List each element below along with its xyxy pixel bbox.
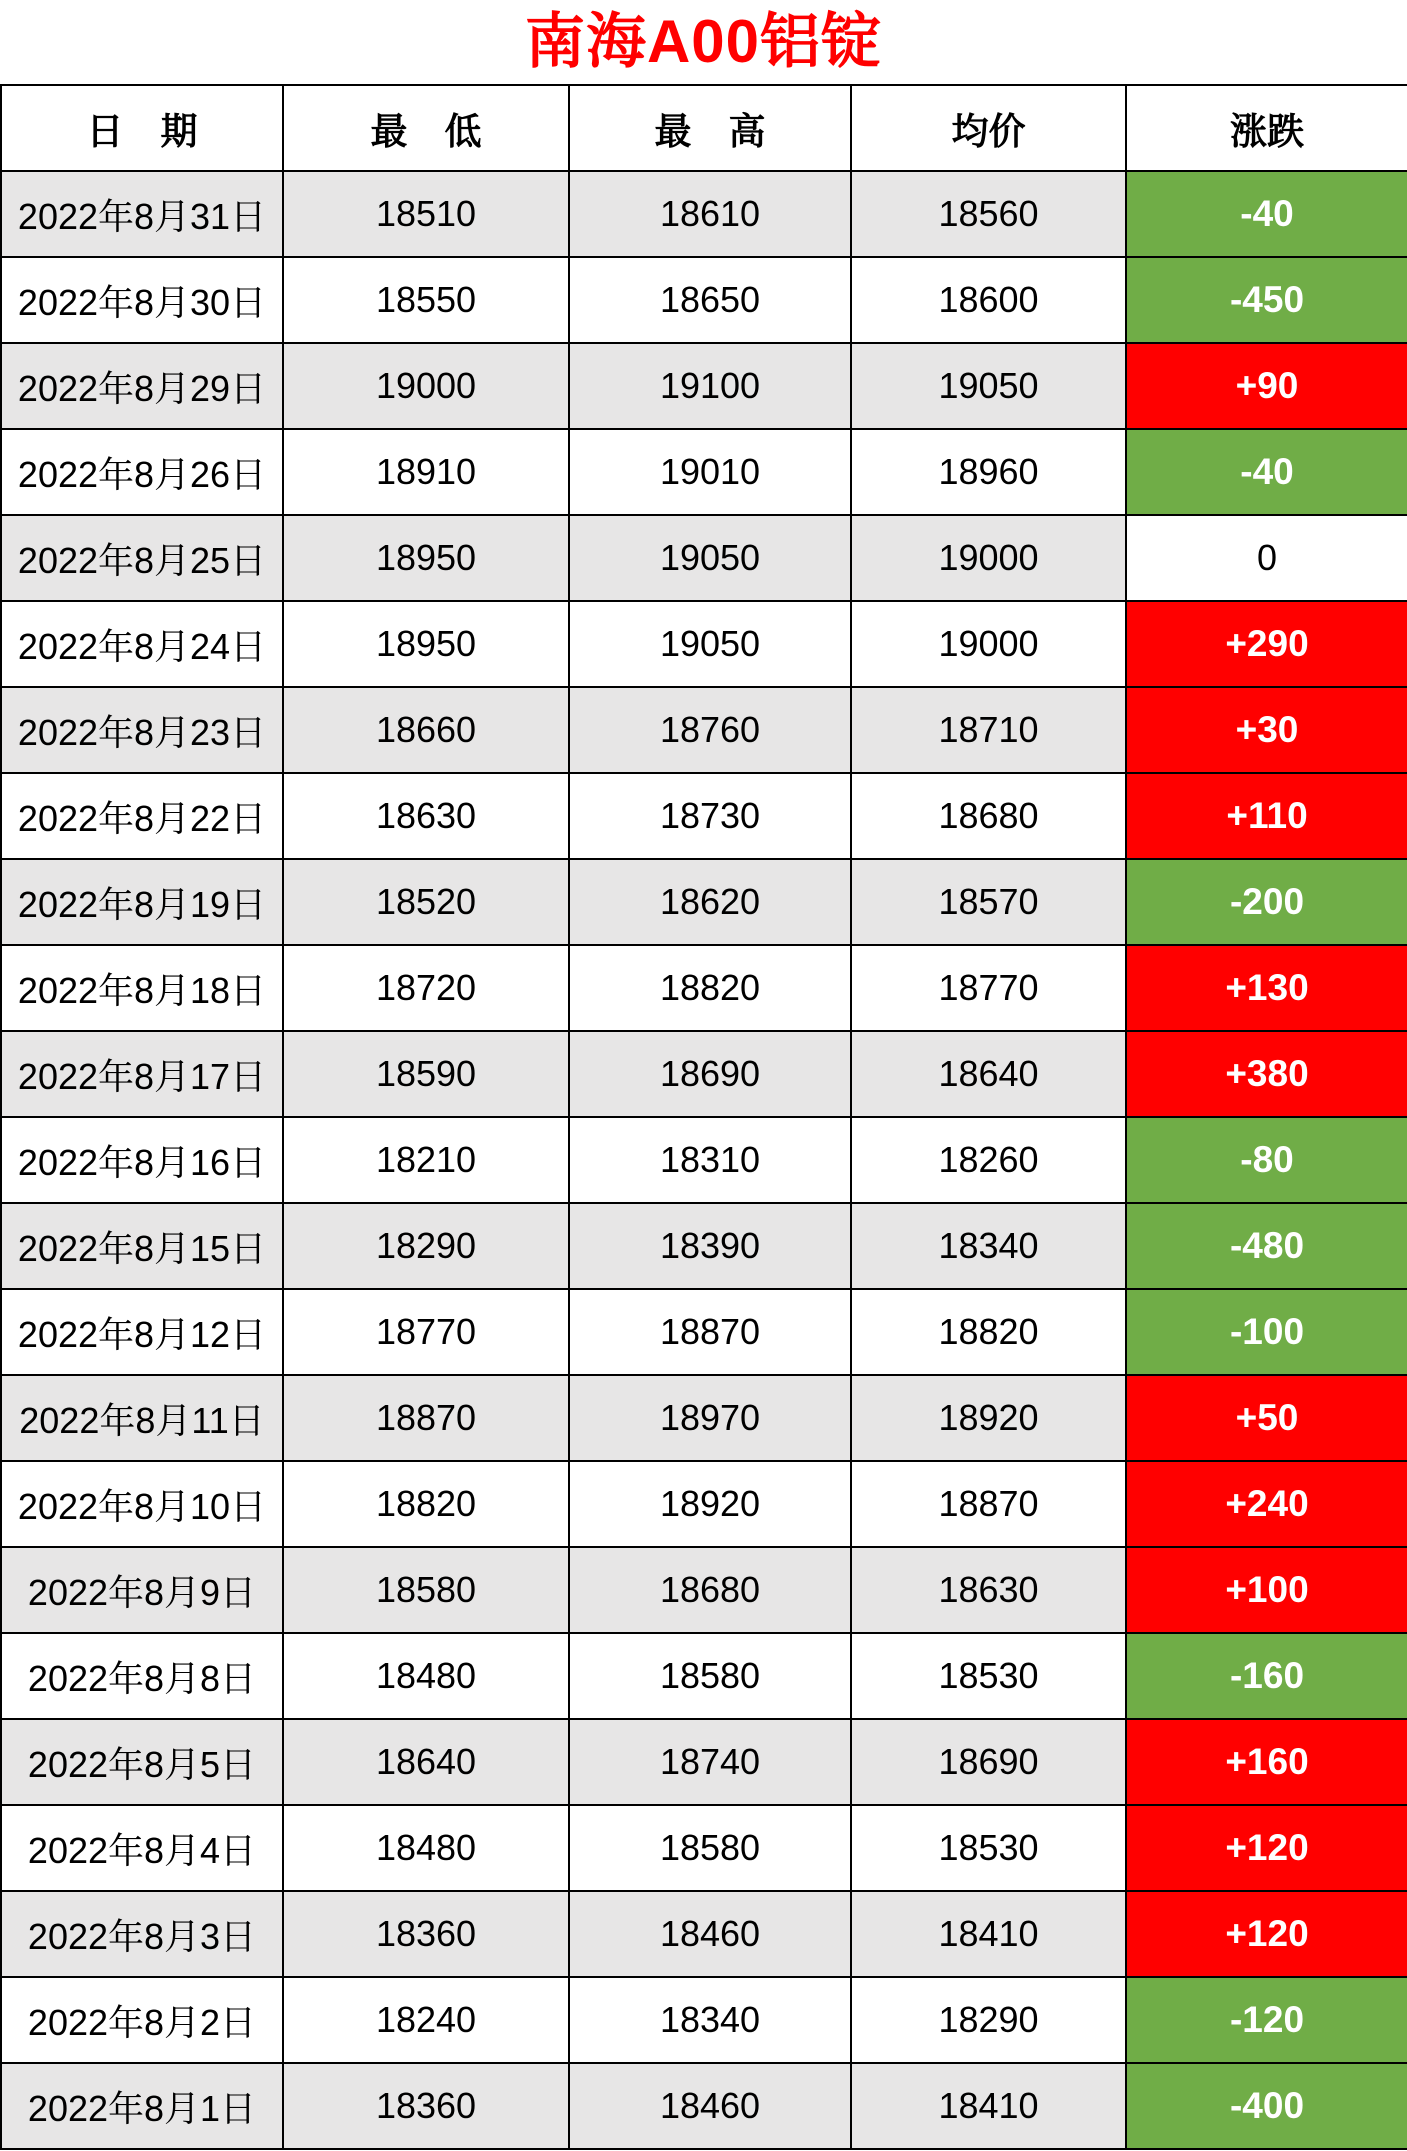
date-cell: 2022年8月19日 [1, 859, 283, 945]
title-band [0, 0, 1407, 84]
avg-cell: 18690 [851, 1719, 1126, 1805]
change-cell: +50 [1126, 1375, 1407, 1461]
table-row [1, 429, 1407, 515]
low-cell: 18360 [283, 2063, 569, 2149]
high-cell: 18580 [569, 1633, 851, 1719]
high-cell: 18610 [569, 171, 851, 257]
high-cell: 19010 [569, 429, 851, 515]
header-avg: 均价 [851, 85, 1126, 171]
avg-cell: 18960 [851, 429, 1126, 515]
table-row [1, 343, 1407, 429]
avg-cell: 18630 [851, 1547, 1126, 1633]
change-cell: -160 [1126, 1633, 1407, 1719]
low-cell: 18210 [283, 1117, 569, 1203]
table-row [1, 257, 1407, 343]
date-cell: 2022年8月29日 [1, 343, 283, 429]
table-row [1, 601, 1407, 687]
high-cell: 18920 [569, 1461, 851, 1547]
avg-cell: 19000 [851, 601, 1126, 687]
table-row [1, 1375, 1407, 1461]
change-cell: +240 [1126, 1461, 1407, 1547]
high-cell: 18690 [569, 1031, 851, 1117]
date-cell: 2022年8月31日 [1, 171, 283, 257]
high-cell: 18390 [569, 1203, 851, 1289]
table-row [1, 515, 1407, 601]
change-cell: +110 [1126, 773, 1407, 859]
date-cell: 2022年8月16日 [1, 1117, 283, 1203]
change-cell: -100 [1126, 1289, 1407, 1375]
avg-cell: 18260 [851, 1117, 1126, 1203]
low-cell: 19000 [283, 343, 569, 429]
low-cell: 18290 [283, 1203, 569, 1289]
table-row [1, 1633, 1407, 1719]
change-cell: -40 [1126, 429, 1407, 515]
low-cell: 18360 [283, 1891, 569, 1977]
table-row [1, 1203, 1407, 1289]
date-cell: 2022年8月3日 [1, 1891, 283, 1977]
change-cell: +90 [1126, 343, 1407, 429]
change-cell: +120 [1126, 1805, 1407, 1891]
low-cell: 18480 [283, 1633, 569, 1719]
table-row [1, 1977, 1407, 2063]
table-row [1, 1117, 1407, 1203]
low-cell: 18910 [283, 429, 569, 515]
date-cell: 2022年8月24日 [1, 601, 283, 687]
low-cell: 18630 [283, 773, 569, 859]
high-cell: 18680 [569, 1547, 851, 1633]
avg-cell: 18290 [851, 1977, 1126, 2063]
avg-cell: 18920 [851, 1375, 1126, 1461]
avg-cell: 18530 [851, 1805, 1126, 1891]
table-row [1, 687, 1407, 773]
date-cell: 2022年8月10日 [1, 1461, 283, 1547]
date-cell: 2022年8月18日 [1, 945, 283, 1031]
high-cell: 19050 [569, 601, 851, 687]
date-cell: 2022年8月17日 [1, 1031, 283, 1117]
date-cell: 2022年8月8日 [1, 1633, 283, 1719]
header-low: 最 低 [283, 85, 569, 171]
table-row [1, 859, 1407, 945]
change-cell: +30 [1126, 687, 1407, 773]
low-cell: 18590 [283, 1031, 569, 1117]
avg-cell: 18570 [851, 859, 1126, 945]
low-cell: 18550 [283, 257, 569, 343]
avg-cell: 19050 [851, 343, 1126, 429]
header-high: 最 高 [569, 85, 851, 171]
low-cell: 18520 [283, 859, 569, 945]
table-row [1, 1289, 1407, 1375]
date-cell: 2022年8月15日 [1, 1203, 283, 1289]
low-cell: 18950 [283, 601, 569, 687]
low-cell: 18870 [283, 1375, 569, 1461]
change-cell: -80 [1126, 1117, 1407, 1203]
date-cell: 2022年8月12日 [1, 1289, 283, 1375]
high-cell: 18730 [569, 773, 851, 859]
price-table [0, 84, 1407, 2150]
high-cell: 18580 [569, 1805, 851, 1891]
high-cell: 18460 [569, 1891, 851, 1977]
low-cell: 18480 [283, 1805, 569, 1891]
header-date: 日 期 [1, 85, 283, 171]
table-row [1, 171, 1407, 257]
low-cell: 18580 [283, 1547, 569, 1633]
change-cell: +130 [1126, 945, 1407, 1031]
avg-cell: 18530 [851, 1633, 1126, 1719]
change-cell: +290 [1126, 601, 1407, 687]
low-cell: 18820 [283, 1461, 569, 1547]
page-title: 南海A00铝锭 [524, 8, 883, 75]
table-row [1, 1891, 1407, 1977]
date-cell: 2022年8月5日 [1, 1719, 283, 1805]
date-cell: 2022年8月25日 [1, 515, 283, 601]
date-cell: 2022年8月9日 [1, 1547, 283, 1633]
avg-cell: 18410 [851, 1891, 1126, 1977]
low-cell: 18240 [283, 1977, 569, 2063]
avg-cell: 18680 [851, 773, 1126, 859]
date-cell: 2022年8月23日 [1, 687, 283, 773]
avg-cell: 18560 [851, 171, 1126, 257]
date-cell: 2022年8月1日 [1, 2063, 283, 2149]
header-change: 涨跌 [1126, 85, 1407, 171]
table-row [1, 1719, 1407, 1805]
change-cell: -400 [1126, 2063, 1407, 2149]
table-row [1, 773, 1407, 859]
change-cell: -40 [1126, 171, 1407, 257]
change-cell: +160 [1126, 1719, 1407, 1805]
high-cell: 18760 [569, 687, 851, 773]
table-row [1, 2063, 1407, 2149]
high-cell: 18740 [569, 1719, 851, 1805]
date-cell: 2022年8月22日 [1, 773, 283, 859]
table-row [1, 945, 1407, 1031]
change-cell: +120 [1126, 1891, 1407, 1977]
high-cell: 19050 [569, 515, 851, 601]
low-cell: 18510 [283, 171, 569, 257]
high-cell: 18310 [569, 1117, 851, 1203]
change-cell: +380 [1126, 1031, 1407, 1117]
high-cell: 18460 [569, 2063, 851, 2149]
high-cell: 18620 [569, 859, 851, 945]
change-cell: -120 [1126, 1977, 1407, 2063]
avg-cell: 18710 [851, 687, 1126, 773]
avg-cell: 18870 [851, 1461, 1126, 1547]
low-cell: 18770 [283, 1289, 569, 1375]
date-cell: 2022年8月30日 [1, 257, 283, 343]
date-cell: 2022年8月26日 [1, 429, 283, 515]
table-row [1, 1547, 1407, 1633]
low-cell: 18950 [283, 515, 569, 601]
change-cell: -480 [1126, 1203, 1407, 1289]
change-cell: -450 [1126, 257, 1407, 343]
date-cell: 2022年8月4日 [1, 1805, 283, 1891]
table-row [1, 1031, 1407, 1117]
avg-cell: 18770 [851, 945, 1126, 1031]
low-cell: 18660 [283, 687, 569, 773]
low-cell: 18720 [283, 945, 569, 1031]
table-row [1, 1805, 1407, 1891]
date-cell: 2022年8月11日 [1, 1375, 283, 1461]
avg-cell: 19000 [851, 515, 1126, 601]
high-cell: 18340 [569, 1977, 851, 2063]
date-cell: 2022年8月2日 [1, 1977, 283, 2063]
table-row [1, 1461, 1407, 1547]
avg-cell: 18640 [851, 1031, 1126, 1117]
change-cell: 0 [1126, 515, 1407, 601]
high-cell: 18970 [569, 1375, 851, 1461]
table-body [1, 171, 1407, 2149]
header-row [1, 85, 1407, 171]
high-cell: 18650 [569, 257, 851, 343]
avg-cell: 18600 [851, 257, 1126, 343]
avg-cell: 18820 [851, 1289, 1126, 1375]
low-cell: 18640 [283, 1719, 569, 1805]
avg-cell: 18410 [851, 2063, 1126, 2149]
high-cell: 19100 [569, 343, 851, 429]
high-cell: 18870 [569, 1289, 851, 1375]
change-cell: +100 [1126, 1547, 1407, 1633]
avg-cell: 18340 [851, 1203, 1126, 1289]
change-cell: -200 [1126, 859, 1407, 945]
high-cell: 18820 [569, 945, 851, 1031]
